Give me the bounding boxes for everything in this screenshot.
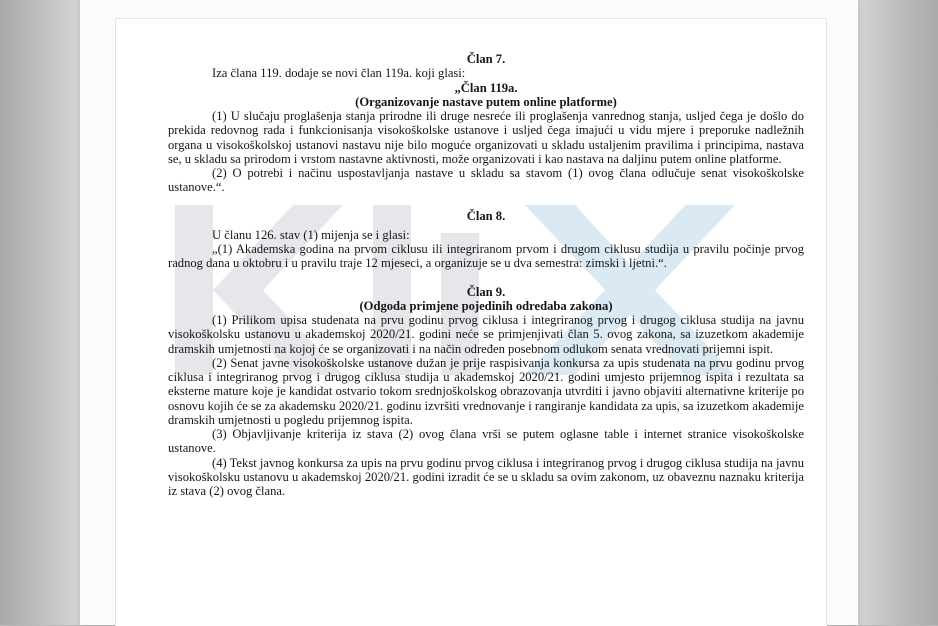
article-9-paragraph-1: (1) Prilikom upisa studenata na prvu godinu prvog ciklusa i integriranog prvog i drugog ciklusa studija na javnu visokoškolsku ustanovu u akademskoj 2020/21. godini neće se primjenjivati član 5. ovog zakona, sa izuzetkom akademije dramskih umjetnosti na kojoj će se organizovati i na način određen posebnom odlukom senata vrednovati prijemni ispit.	[168, 313, 804, 356]
article-8-intro: U članu 126. stav (1) mijenja se i glasi:	[212, 227, 410, 242]
article-7-heading: Član 7.	[466, 52, 506, 66]
article-119a-title: (Organizovanje nastave putem online platforme)	[355, 94, 617, 109]
document-text	[168, 52, 804, 498]
article-8-paragraph-1: „(1) Akademska godina na prvom ciklusu ili integriranom prvom i drugom ciklusu studija u pravilu počinje prvog radnog dana u oktobru i u pravilu traje 12 mjeseci, a organizuje se u dva semestra: zimski i ljetni.“.	[168, 242, 804, 271]
article-119a-paragraph-2: (2) O potrebi i načinu uspostavljanja nastave u skladu sa stavom (1) ovog člana odlučuje senat visokoškolske ustanove.“.	[168, 166, 804, 195]
article-9-paragraph-2: (2) Senat javne visokoškolske ustanove dužan je prije raspisivanja konkursa za upis studenata na prvu godinu prvog ciklusa i integriranog prvog i drugog ciklusa studija u akademskoj 2020/21. godini umjesto prijemnog ispita i rezultata sa eksterne mature koje je kandidat ostvario tokom srednjoškolskog obrazovanja utvrditi i javno objaviti alternativne kriterije po osnovu kojih će se za akademsku 2020/21. godinu izvršiti vrednovanje i rangiranje kandidata za upis, sa izuzetkom akademije dramskih umjetnosti u pogledu prijemnog ispita.	[168, 355, 804, 427]
article-9-paragraph-4: (4) Tekst javnog konkursa za upis na prvu godinu prvog ciklusa i integriranog prvog i drugog ciklusa studija na javnu visokoškolsku ustanovu u akademskoj 2020/21. godini izradit će se u skladu sa ovim zakonom, uz obaveznu naznaku kriterija iz stava (2) ovog člana.	[168, 455, 804, 498]
article-9-heading: Član 9.	[466, 284, 506, 299]
article-8-heading: Član 8.	[466, 208, 506, 223]
article-9-paragraph-3: (3) Objavljivanje kriterija iz stava (2) ovog člana vrši se putem oglasne table i internet stranice visokoškolske ustanove.	[168, 427, 804, 456]
article-119a-paragraph-1: (1) U slučaju proglašenja stanja prirodne ili druge nesreće ili proglašenja vanrednog stanja, usljed čega je došlo do prekida redovnog rada i funkcionisanja visokoškolske ustanove i usljed čega imajući u vidu mjere i preporuke nadležnih organa u visokoškolskoj ustanovi nastavu nije bilo moguće organizovati u skladu ustaljenim pravilima i principima, nastava se, u skladu sa prirodom i vrstom nastavne aktivnosti, može organizovati i kao nastava na daljinu putem online platforme.	[168, 109, 804, 166]
article-9-title: (Odgoda primjene pojedinih odredaba zakona)	[359, 298, 613, 313]
article-7-intro: Iza člana 119. dodaje se novi član 119a. koji glasi:	[212, 66, 466, 81]
article-119a-heading: „Član 119a.	[454, 80, 518, 95]
